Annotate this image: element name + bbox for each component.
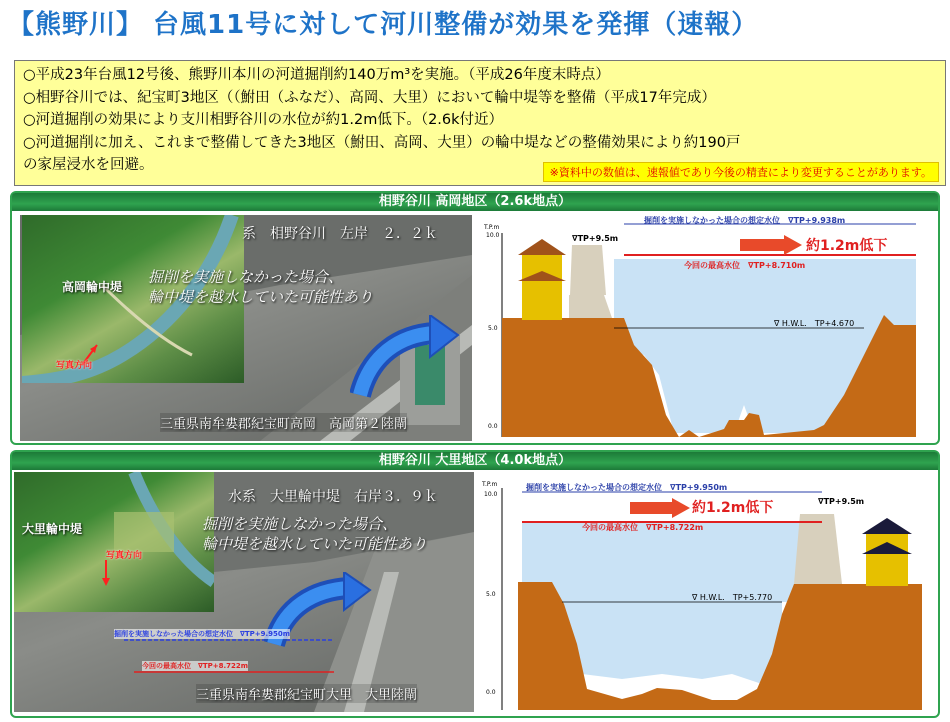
section-heading: 相野谷川 高岡地区（2.6k地点）	[12, 193, 938, 211]
summary-line: ○河道掘削の効果により支川相野谷川の水位が約1.2m低下。（2.6k付近）	[23, 112, 504, 128]
aerial-direction-label: 写真方向	[56, 361, 93, 371]
photo-current-label: 今回の最高水位 ∇TP+8.722m	[142, 662, 249, 670]
summary-line: の家屋浸水を回避。	[23, 157, 154, 173]
aerial-label: 高岡輪中堤	[62, 280, 123, 294]
y-tick: 5.0	[486, 591, 496, 598]
drop-label: 約1.2m低下	[806, 238, 888, 254]
cross-section-svg	[484, 215, 934, 441]
aerial-photo	[14, 472, 214, 612]
current-level-label: 今回の最高水位 ∇TP+8.710m	[684, 261, 806, 270]
flow-arrow-icon	[350, 315, 460, 405]
y-tick: 5.0	[488, 325, 498, 332]
y-unit-label: T.P.m	[484, 224, 500, 231]
cross-section-svg	[482, 474, 937, 714]
cross-section-chart	[482, 474, 937, 714]
photo-assumed-label: 掘削を実施しなかった場合の想定水位 ∇TP+9.950m	[114, 630, 291, 638]
cross-section-chart	[484, 215, 934, 441]
summary-line: ○河道掘削に加え、これまで整備してきた3地区（鮒田、高岡、大里）の輪中堤などの整備効果により約190戸	[23, 134, 741, 151]
aerial-river	[14, 472, 214, 612]
aerial-direction-label: 写真方向	[106, 551, 143, 561]
site-photo	[14, 472, 474, 712]
photo-caption: 系 相野谷川 左岸 ２．２ｋ	[242, 226, 438, 242]
photo-address: 三重県南牟婁郡紀宝町大里 大里陸閘	[196, 684, 417, 703]
flow-arrow-icon	[264, 572, 374, 652]
y-tick: 10.0	[484, 491, 498, 498]
section-takaoka	[10, 191, 940, 445]
levee-label: ∇TP+9.5m	[572, 234, 619, 243]
photo-caption: 水系 大里輪中堤 右岸３．９ｋ	[228, 489, 438, 505]
section-ozato	[10, 450, 940, 718]
assumed-level-label: 掘削を実施しなかった場合の想定水位 ∇TP+9.950m	[526, 483, 728, 492]
photo-address: 三重県南牟婁郡紀宝町高岡 高岡第２陸閘	[160, 413, 407, 432]
summary-line: ○相野谷川では、紀宝町3地区（（鮒田（ふなだ）、高岡、大里）において輪中堤等を整備（平成17年完成）	[23, 89, 716, 106]
photo-note: 掘削を実施しなかった場合、 輪中堤を越水していた可能性あり	[202, 515, 428, 553]
photo-note: 掘削を実施しなかった場合、 輪中堤を越水していた可能性あり	[148, 268, 374, 306]
y-unit-label: T.P.m	[482, 481, 498, 488]
levee-label: ∇TP+9.5m	[818, 497, 865, 506]
y-tick: 0.0	[486, 689, 496, 696]
hwl-label: ∇ H.W.L. TP+4.670	[774, 319, 855, 328]
hwl-label: ∇ H.W.L. TP+5.770	[692, 593, 773, 602]
drop-arrow-icon	[740, 235, 802, 255]
y-tick: 10.0	[486, 232, 500, 239]
section-heading: 相野谷川 大里地区（4.0k地点）	[12, 452, 938, 470]
aerial-label: 大里輪中堤	[22, 522, 83, 536]
summary-box	[14, 60, 946, 186]
drop-arrow-icon	[630, 498, 690, 518]
y-tick: 0.0	[488, 423, 498, 430]
current-level-label: 今回の最高水位 ∇TP+8.722m	[582, 523, 704, 532]
page-title: 【熊野川】 台風11号に対して河川整備が効果を発揮（速報）	[8, 10, 759, 40]
disclaimer-note: ※資料中の数値は、速報値であり今後の精査により変更することがあります。	[543, 162, 939, 182]
assumed-level-label: 掘削を実施しなかった場合の想定水位 ∇TP+9.938m	[644, 216, 846, 225]
summary-line: ○平成23年台風12号後、熊野川本川の河道掘削約140万m³を実施。（平成26年度末時点）	[23, 67, 610, 83]
drop-label: 約1.2m低下	[692, 500, 774, 516]
site-photo	[20, 215, 472, 441]
